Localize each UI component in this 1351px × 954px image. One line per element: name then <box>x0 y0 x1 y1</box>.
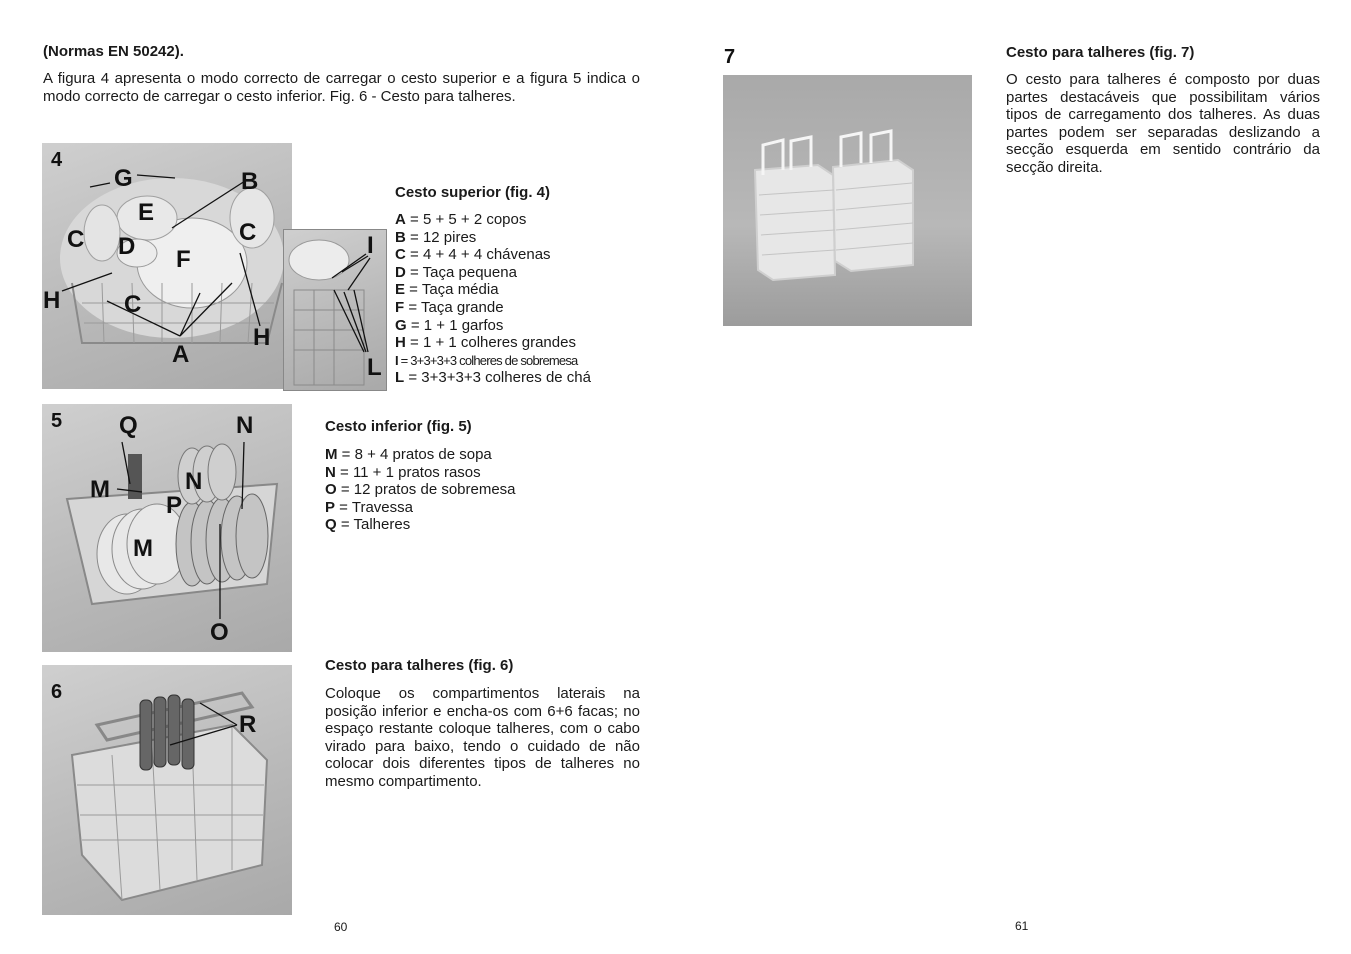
cutlery-basket-illustration <box>42 665 292 915</box>
intro-paragraph: A figura 4 apresenta o modo correcto de carregar o cesto superior e a figura 5 indica o modo correcto de carregar o cesto inferior. Fig. 6 - Cesto para talheres. <box>43 70 640 105</box>
label-n-top: N <box>236 412 254 439</box>
figure-4-upper-basket-photo <box>42 143 292 389</box>
label-l: L <box>367 354 382 381</box>
legend-key: C <box>395 246 406 264</box>
legend-key: H <box>395 334 406 352</box>
label-o: O <box>210 619 229 646</box>
cutlery-basket-fig6-paragraph: Coloque os compartimentos laterais na posição inferior e encha-os com 6+6 facas; no espaço restante coloque talheres, com o cabo virado para baixo, tendo o cuidado de não colocar dois diferentes tipos de talheres no mesmo compartimento. <box>325 685 640 790</box>
label-b: B <box>241 168 259 195</box>
legend-key: P <box>325 498 336 516</box>
legend-row <box>395 211 591 229</box>
label-h-right: H <box>253 324 271 351</box>
legend-row <box>395 352 591 370</box>
legend-key: O <box>325 481 337 499</box>
legend-text: = 12 pratos de sobremesa <box>336 481 516 499</box>
label-e: E <box>138 199 155 226</box>
label-c-right: C <box>239 219 257 246</box>
figure-4-number: 4 <box>51 149 63 171</box>
legend-row <box>325 446 516 464</box>
legend-row <box>325 499 516 517</box>
label-r: R <box>239 711 257 738</box>
lower-basket-legend <box>325 446 516 534</box>
two-part-cutlery-basket-illustration <box>723 75 972 326</box>
figure-4-inset-photo <box>283 229 387 391</box>
legend-key: E <box>395 281 406 299</box>
legend-row <box>395 229 591 247</box>
legend-text: = 3+3+3+3 colheres de sobremesa <box>397 352 578 368</box>
legend-key: B <box>395 228 406 246</box>
figure-5-number: 5 <box>51 410 63 432</box>
legend-text: = 12 pires <box>405 228 477 246</box>
legend-text: = Travessa <box>335 498 413 516</box>
legend-text: = Taça pequena <box>405 263 517 281</box>
figure-7-cutlery-basket-photo <box>723 75 972 326</box>
norms-heading: (Normas EN 50242). <box>43 43 184 60</box>
lower-basket-illustration <box>42 404 292 652</box>
figure-6-number: 6 <box>51 681 63 703</box>
label-c-bottom: C <box>124 291 142 318</box>
legend-text: = 5 + 5 + 2 copos <box>405 211 527 228</box>
legend-row <box>395 334 591 352</box>
label-m-left: M <box>90 476 110 503</box>
legend-text: = 3+3+3+3 colheres de chá <box>404 369 591 387</box>
legend-row <box>325 516 516 534</box>
upper-basket-legend <box>395 211 591 387</box>
cutlery-basket-fig7-heading: Cesto para talheres (fig. 7) <box>1006 44 1195 61</box>
figure-5-lower-basket-photo <box>42 404 292 652</box>
label-f: F <box>176 246 191 273</box>
figure-6-cutlery-basket-photo <box>42 665 292 915</box>
legend-text: = 1 + 1 colheres grandes <box>405 334 576 352</box>
label-a: A <box>172 341 190 368</box>
legend-key: I <box>395 352 398 368</box>
legend-row <box>395 317 591 335</box>
legend-key: L <box>395 369 405 387</box>
label-q: Q <box>119 412 138 439</box>
label-g: G <box>114 165 133 192</box>
page-number-left: 60 <box>334 920 348 934</box>
label-c-left: C <box>67 226 85 253</box>
legend-text: = Taça média <box>405 281 499 299</box>
label-h-left: H <box>43 287 61 314</box>
label-m-bottom: M <box>133 535 153 562</box>
legend-row <box>395 369 591 387</box>
label-i: I <box>367 232 374 259</box>
legend-row <box>325 481 516 499</box>
legend-row <box>395 264 591 282</box>
legend-row <box>395 281 591 299</box>
legend-text: = 8 + 4 pratos de sopa <box>337 446 492 463</box>
legend-row <box>395 246 591 264</box>
legend-text: = Taça grande <box>404 298 504 316</box>
upper-basket-heading: Cesto superior (fig. 4) <box>395 184 551 201</box>
legend-key: D <box>395 263 406 281</box>
figure-7-number: 7 <box>724 46 736 68</box>
legend-row <box>325 464 516 482</box>
lower-basket-heading: Cesto inferior (fig. 5) <box>325 418 472 435</box>
label-p: P <box>166 492 183 519</box>
legend-text: = 11 + 1 pratos rasos <box>335 463 481 481</box>
page-number-right: 61 <box>1015 919 1029 933</box>
legend-key: G <box>395 316 407 334</box>
legend-key: N <box>325 463 336 481</box>
legend-key: A <box>395 211 406 228</box>
legend-text: = 4 + 4 + 4 chávenas <box>405 246 551 264</box>
label-n-middle: N <box>185 468 203 495</box>
legend-key: F <box>395 298 405 316</box>
legend-key: M <box>325 446 338 463</box>
legend-key: Q <box>325 516 337 534</box>
legend-text: = 1 + 1 garfos <box>406 316 504 334</box>
label-d: D <box>118 233 136 260</box>
cutlery-basket-fig6-heading: Cesto para talheres (fig. 6) <box>325 657 514 674</box>
legend-text: = Talheres <box>336 516 411 534</box>
cutlery-basket-fig7-paragraph: O cesto para talheres é composto por duas partes destacáveis que possibilitam vários tipos de carregamento dos talheres. As duas partes podem ser separadas deslizando a secção esquerda em sentido contrário da secção direita. <box>1006 71 1320 176</box>
legend-row <box>395 299 591 317</box>
